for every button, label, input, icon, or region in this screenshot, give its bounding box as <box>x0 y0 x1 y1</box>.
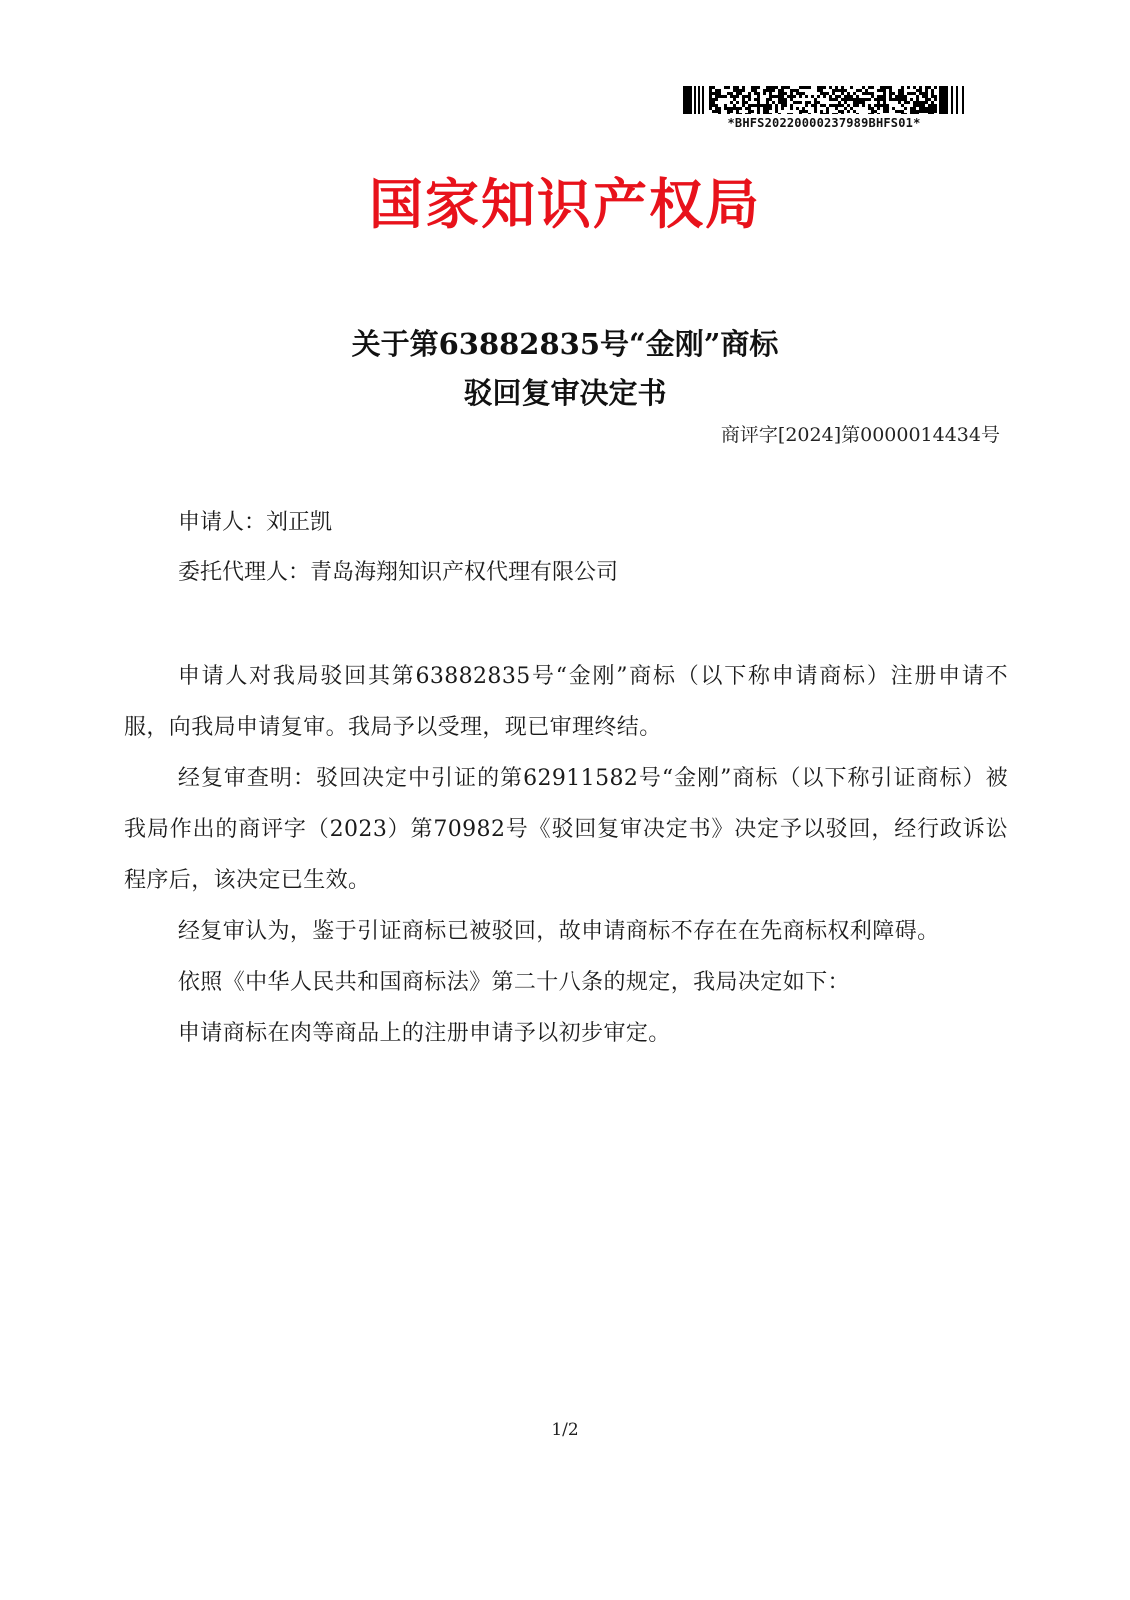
page-number: 1/2 <box>551 1420 579 1440</box>
paragraph-opinion: 经复审认为，鉴于引证商标已被驳回，故申请商标不存在在先商标权利障碍。 <box>177 919 940 944</box>
reference-number: 商评字[2024]第0000014434号 <box>720 424 1000 446</box>
parties-block <box>178 498 618 598</box>
paragraph-request: 申请人对我局驳回其第63882835号“金刚”商标（以下称申请商标）注册申请不服，向我局申请复审。我局予以受理，现已审理终结。 <box>124 664 1008 740</box>
barcode-image <box>683 86 965 114</box>
document-barcode <box>683 86 965 130</box>
paragraph-findings: 经复审查明：驳回决定中引证的第62911582号“金刚”商标（以下称引证商标）被我局作出的商评字（2023）第70982号《驳回复审决定书》决定予以驳回，经行政诉讼程序后，该决定已生效。 <box>124 766 1008 893</box>
decision-body <box>124 651 1008 1059</box>
barcode-number: *BHFS20220000237989BHFS01* <box>727 116 921 130</box>
entrusted-agent: 委托代理人：青岛海翔知识产权代理有限公司 <box>178 560 619 585</box>
document-title-line-2: 驳回复审决定书 <box>463 376 667 410</box>
issuing-agency: 国家知识产权局 <box>369 173 761 236</box>
document-title-line-1: 关于第63882835号“金刚”商标 <box>351 327 779 361</box>
paragraph-decision: 申请商标在肉等商品上的注册申请予以初步审定。 <box>177 1021 671 1046</box>
paragraph-legal-basis: 依照《中华人民共和国商标法》第二十八条的规定，我局决定如下： <box>177 970 850 995</box>
applicant: 申请人：刘正凯 <box>178 510 333 535</box>
